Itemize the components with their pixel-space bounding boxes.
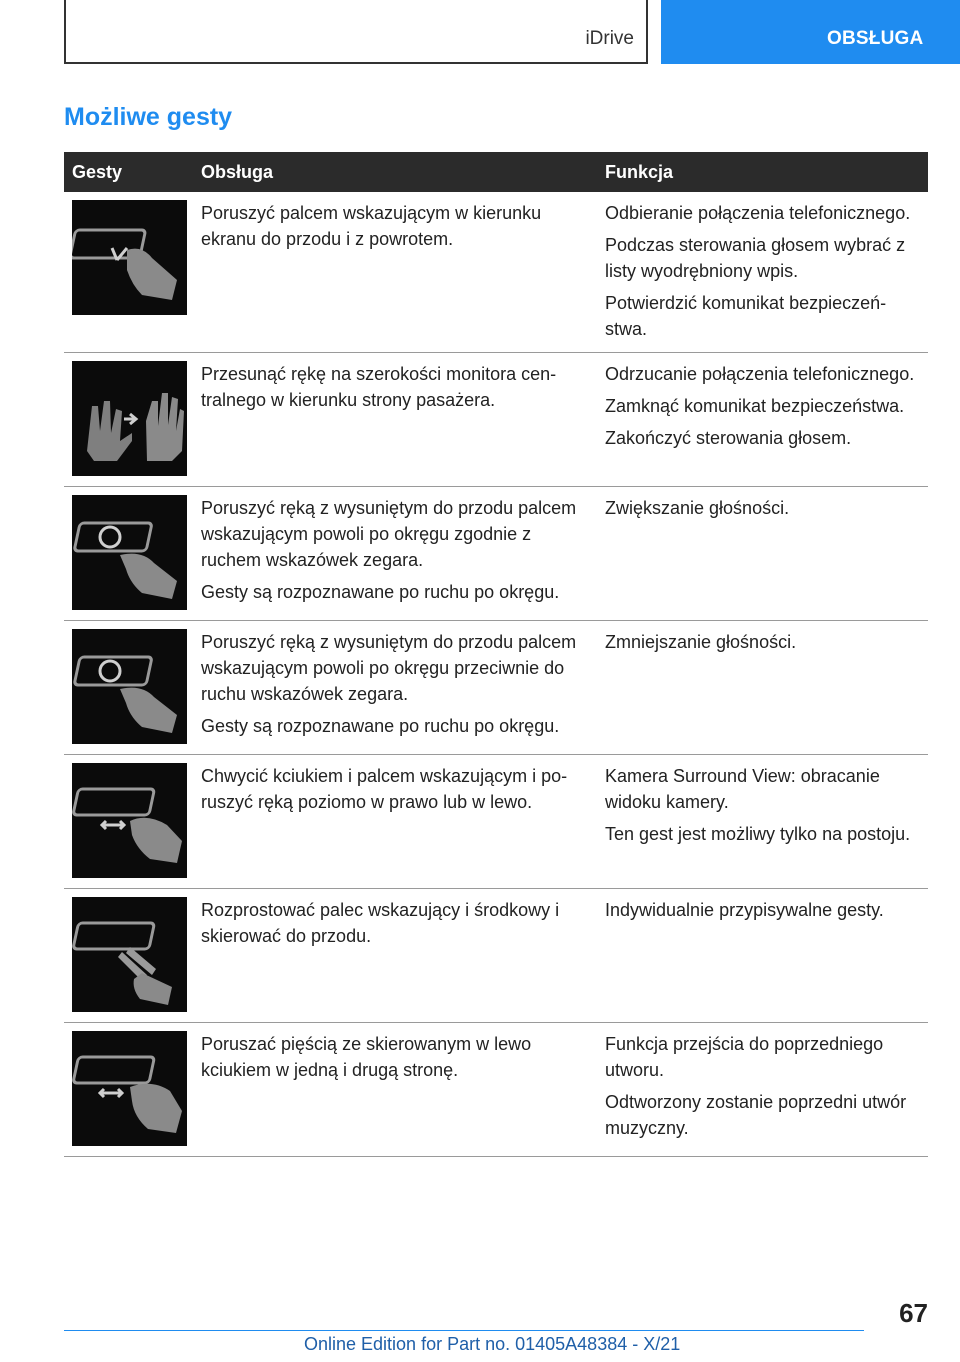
operation-text: Gesty są rozpoznawane po ruchu po okręgu. [201, 716, 560, 736]
function-text: Ten gest jest możliwy tylko na postoju. [605, 824, 911, 844]
function-cell [597, 353, 928, 487]
operation-cell [193, 889, 597, 1023]
function-text: Zakończyć sterowania głosem. [605, 428, 852, 448]
operation-text: Rozprostować palec wskazujący i środkowy i skierować do przodu. [201, 900, 560, 946]
table-row [64, 353, 928, 487]
operation-cell [193, 192, 597, 353]
table-row [64, 621, 928, 755]
function-cell [597, 755, 928, 889]
operation-text: Przesunąć rękę na szerokości monitora centralnego w kierunku strony pasażera. [201, 364, 557, 410]
operation-text: Poruszyć palcem wskazującym w kierunku ekranu do przodu i z powrotem. [201, 203, 542, 249]
operation-text: Gesty są rozpoznawane po ruchu po okręgu. [201, 582, 560, 602]
operation-text: Poruszać pięścią ze skierowanym w lewo kciukiem w jedną i drugą stronę. [201, 1034, 532, 1080]
table-row [64, 755, 928, 889]
operation-text: Poruszyć ręką z wysuniętym do przodu palcem wskazującym powoli po okręgu przeciwnie do ruchu wskazówek zegara. [201, 632, 577, 704]
chapter-label: iDrive [585, 28, 634, 49]
function-text: Funkcja przejścia do poprzedniego utworu. [605, 1034, 884, 1080]
gesture-cell [64, 353, 193, 487]
function-text: Podczas sterowania głosem wybrać z listy wyodrębniony wpis. [605, 235, 906, 281]
function-text: Odtworzony zostanie poprzedni utwór muzyczny. [605, 1092, 907, 1138]
operation-cell [193, 487, 597, 621]
column-header-function: Funkcja [597, 152, 928, 192]
footer-edition: Online Edition for Part no. 01405A48384 - X/21 [304, 1334, 681, 1354]
function-cell [597, 487, 928, 621]
column-header-operation: Obsługa [193, 152, 597, 192]
gesture-cell [64, 755, 193, 889]
table-row [64, 487, 928, 621]
finger-poke-icon [72, 200, 187, 315]
function-text: Zamknąć komunikat bezpieczeństwa. [605, 396, 905, 416]
operation-cell [193, 621, 597, 755]
hand-swipe-icon [72, 361, 187, 476]
function-text: Kamera Surround View: obracanie widoku kamery. [605, 766, 880, 812]
section-tab [661, 0, 960, 64]
table-header-row [64, 152, 928, 192]
function-text: Zmniejszanie głośności. [605, 632, 797, 652]
table-row [64, 192, 928, 353]
function-text: Odrzucanie połączenia telefonicznego. [605, 364, 915, 384]
function-cell [597, 1023, 928, 1157]
gesture-cell [64, 192, 193, 353]
page-number: 67 [899, 1298, 928, 1328]
fist-thumb-swipe-icon [72, 1031, 187, 1146]
operation-cell [193, 353, 597, 487]
section-label: OBSŁUGA [827, 28, 924, 49]
circle-clockwise-icon [72, 495, 187, 610]
page-title: Możliwe gesty [64, 103, 233, 131]
operation-text: Poruszyć ręką z wysuniętym do przodu palcem wskazującym powoli po okręgu zgodnie z ruchem wskazówek zegara. [201, 498, 577, 570]
function-cell [597, 192, 928, 353]
function-text: Zwiększanie głośności. [605, 498, 790, 518]
pinch-drag-icon [72, 763, 187, 878]
column-header-gestures: Gesty [64, 152, 193, 192]
table-row [64, 1023, 928, 1157]
function-text: Indywidualnie przypisywalne gesty. [605, 900, 884, 920]
function-cell [597, 621, 928, 755]
gesture-cell [64, 487, 193, 621]
gesture-cell [64, 1023, 193, 1157]
function-cell [597, 889, 928, 1023]
operation-text: Chwycić kciukiem i palcem wskazującym i poruszyć ręką poziomo w prawo lub w lewo. [201, 766, 568, 812]
operation-cell [193, 1023, 597, 1157]
gesture-cell [64, 621, 193, 755]
footer-rule [64, 1330, 864, 1331]
two-fingers-point-icon [72, 897, 187, 1012]
circle-counterclockwise-icon [72, 629, 187, 744]
gesture-table [64, 152, 928, 1157]
header-chapter-box [64, 0, 648, 64]
operation-cell [193, 755, 597, 889]
function-text: Potwierdzić komunikat bezpieczeństwa. [605, 293, 887, 339]
table-row [64, 889, 928, 1023]
gesture-cell [64, 889, 193, 1023]
function-text: Odbieranie połączenia telefonicznego. [605, 203, 911, 223]
